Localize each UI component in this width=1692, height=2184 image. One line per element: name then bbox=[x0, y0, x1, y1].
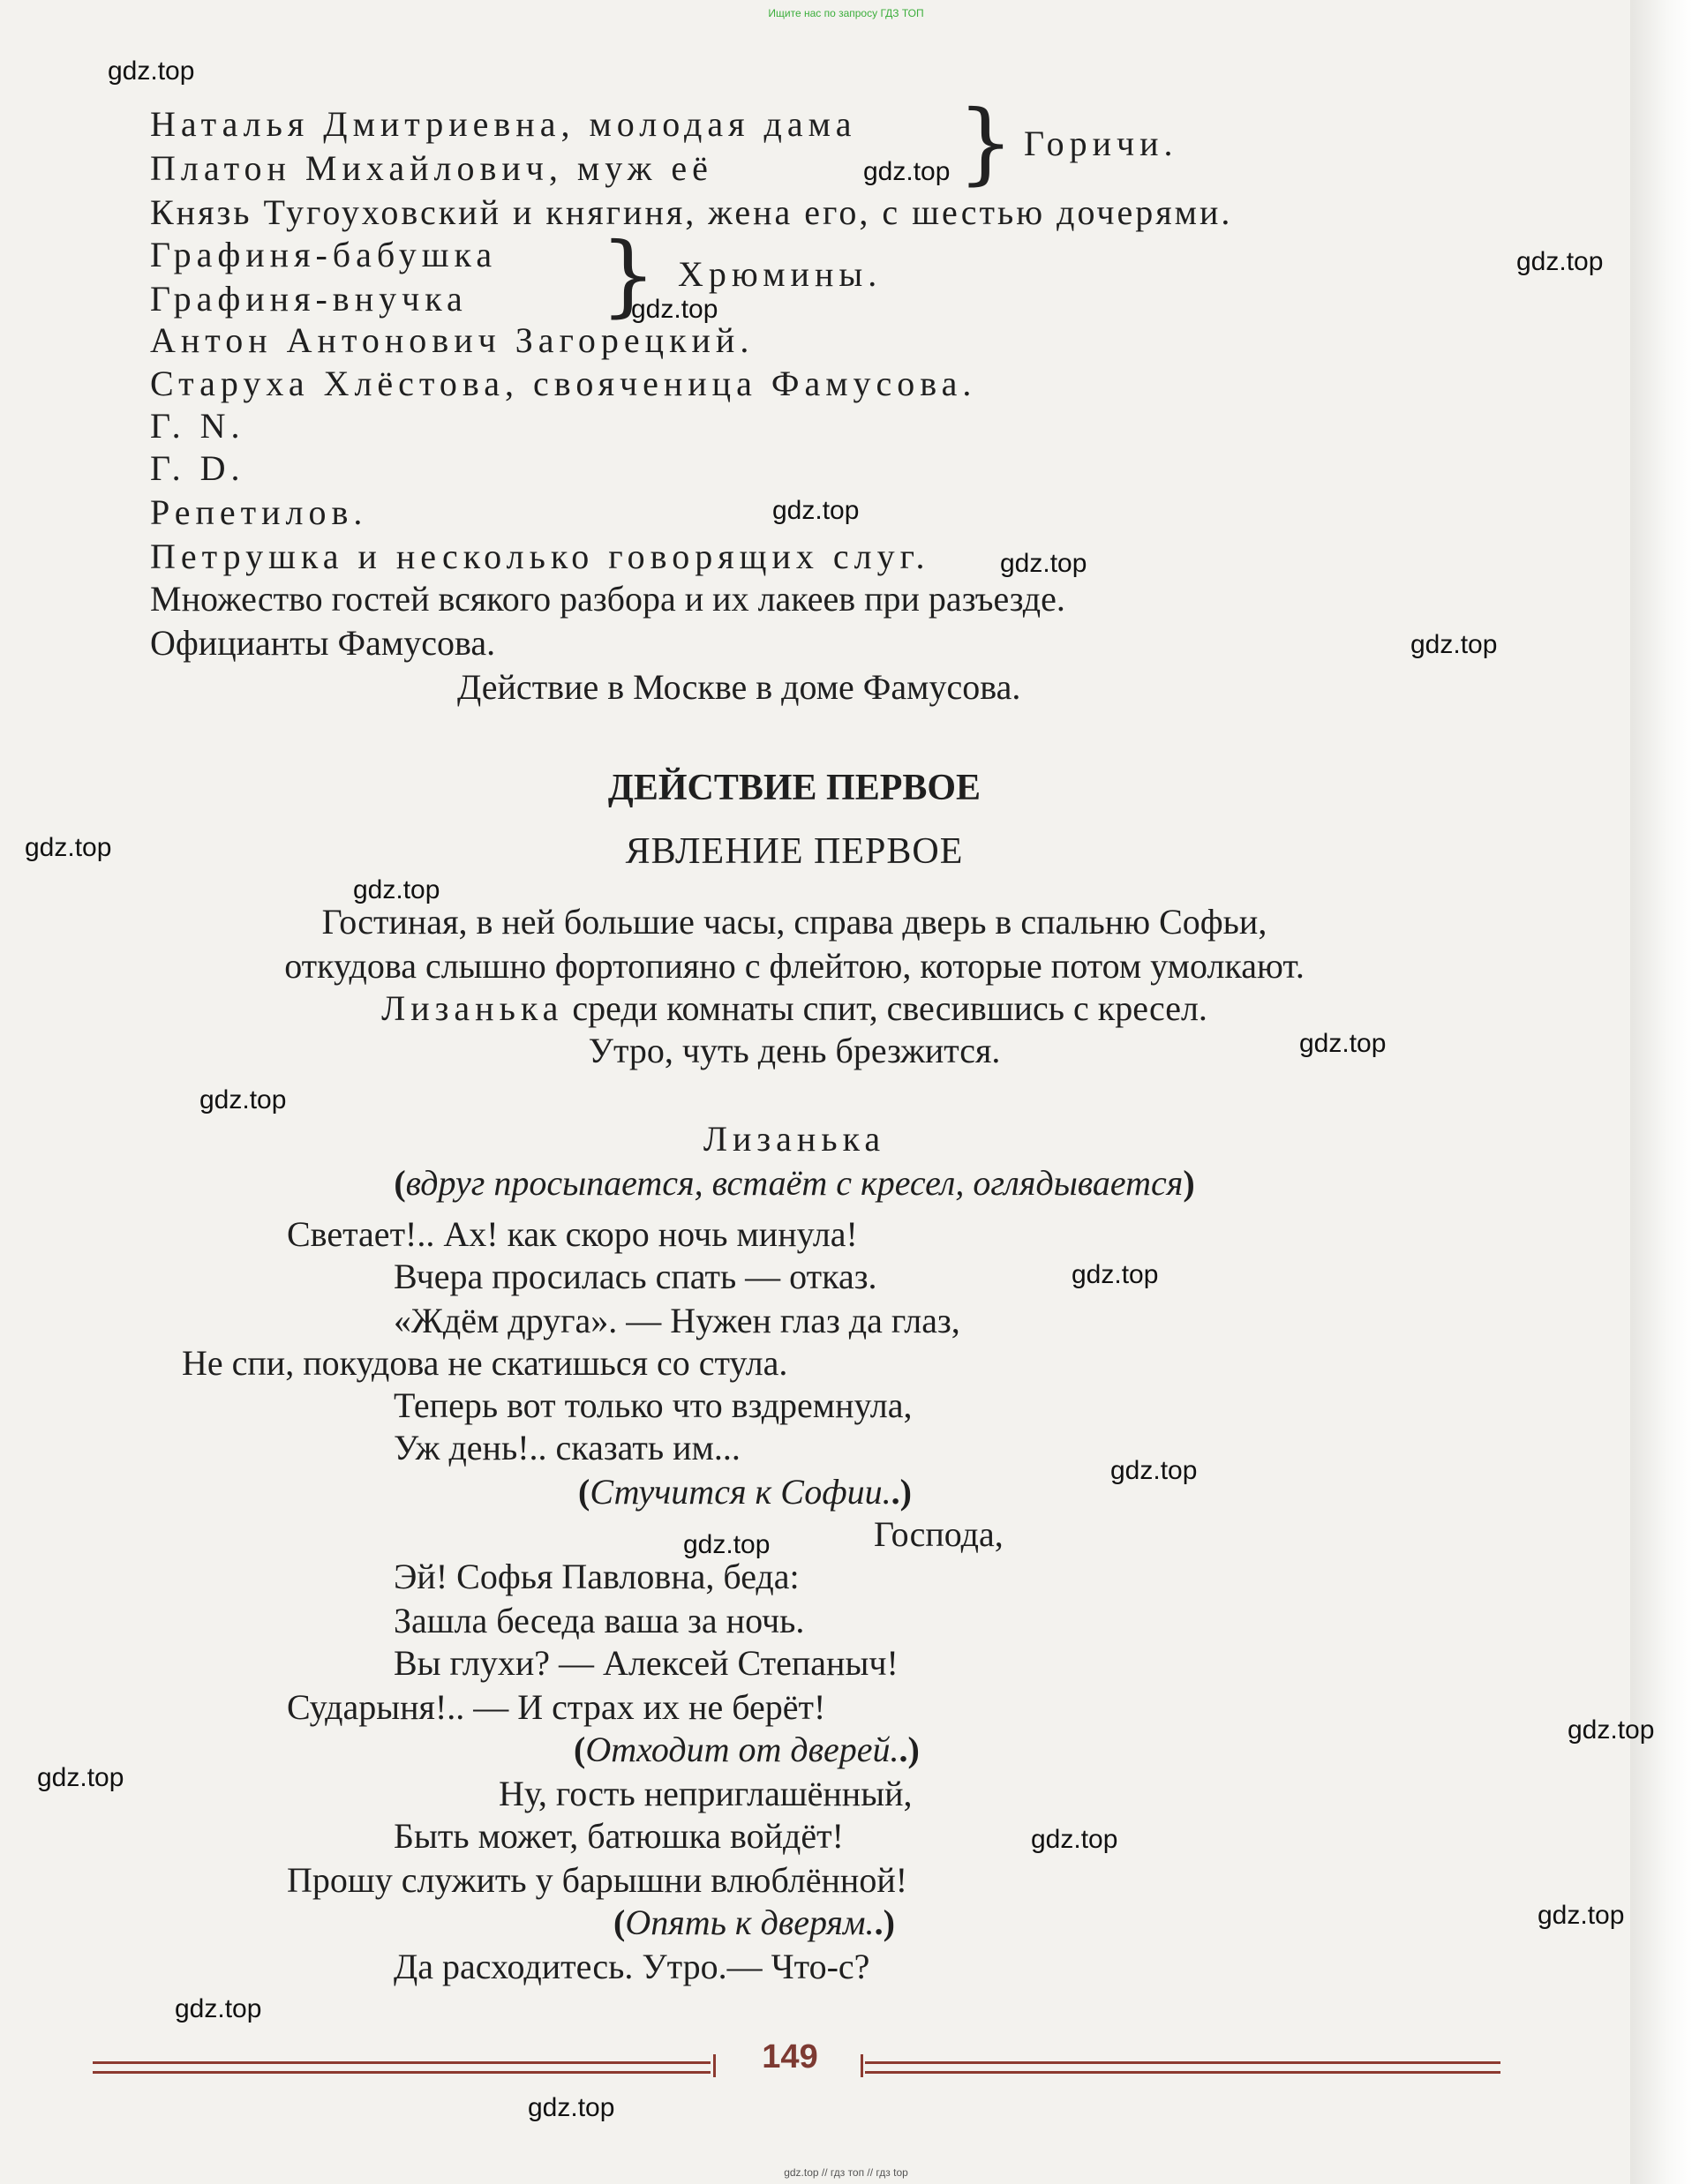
speaker-direction: (вдруг просыпается, встаёт с кресел, оглядывается) bbox=[394, 1163, 1195, 1203]
cast-platon: Платон Михайлович, муж её bbox=[150, 148, 713, 188]
footer-rule-right bbox=[865, 2061, 1500, 2074]
page-number: 149 bbox=[762, 2038, 818, 2075]
cast-grafinya-babushka: Графиня-бабушка bbox=[150, 235, 498, 274]
footer-tick-right bbox=[861, 2054, 863, 2077]
verse-2-line-4: Вы глухи? — Алексей Степаныч! bbox=[394, 1643, 899, 1683]
watermark: gdz.top bbox=[1538, 1901, 1625, 1930]
watermark: gdz.top bbox=[1000, 549, 1087, 578]
stage-direction-line-3 bbox=[0, 988, 1589, 1029]
watermark: gdz.top bbox=[631, 295, 718, 324]
setting-line: Действие в Москве в доме Фамусова. bbox=[457, 667, 1021, 707]
verse-line-3: «Ждём друга». — Нужен глаз да глаз, bbox=[394, 1301, 960, 1340]
watermark: gdz.top bbox=[175, 1994, 262, 2023]
direction-3-text: Опять к дверям. bbox=[625, 1903, 875, 1942]
verse-3-line-2: Быть может, батюшка войдёт! bbox=[394, 1816, 844, 1856]
verse-4-line: Да расходитесь. Утро.— Что-с? bbox=[394, 1947, 870, 1986]
watermark: gdz.top bbox=[528, 2093, 615, 2122]
cast-zagoretsky: Антон Антонович Загорецкий. bbox=[150, 320, 755, 360]
watermark: gdz.top bbox=[25, 833, 112, 862]
watermark: gdz.top bbox=[863, 157, 951, 186]
stage-direction-character: Лизанька bbox=[381, 988, 564, 1028]
direction-1-text: Стучится к Софии. bbox=[590, 1472, 891, 1512]
watermark: gdz.top bbox=[108, 56, 195, 86]
verse-2-line-3: Зашла беседа ваша за ночь. bbox=[394, 1601, 805, 1640]
verse-3-line-1: Ну, гость неприглашённый, bbox=[499, 1774, 913, 1813]
top-banner: Ищите нас по запросу ГДЗ ТОП bbox=[768, 7, 924, 19]
cast-tugoukhovsky: Князь Тугоуховский и княгиня, жена его, с шестью дочерями. bbox=[150, 192, 1233, 232]
brace-gorichi: } bbox=[958, 91, 1014, 194]
direction-1: (Стучится к Софии..) bbox=[578, 1472, 912, 1512]
cast-natalya: Наталья Дмитриевна, молодая дама bbox=[150, 104, 857, 144]
speaker-direction-text: вдруг просыпается, встаёт с кресел, оглядывается bbox=[405, 1163, 1184, 1203]
watermark: gdz.top bbox=[353, 875, 440, 904]
footer-rule-left bbox=[93, 2061, 711, 2074]
watermark: gdz.top bbox=[1516, 247, 1604, 276]
cast-repetilov: Репетилов. bbox=[150, 492, 368, 532]
verse-2-line-2: Эй! Софья Павловна, беда: bbox=[394, 1557, 800, 1596]
stage-direction-line-2: откудова слышно фортопияно с флейтою, которые потом умолкают. bbox=[284, 946, 1305, 986]
verse-line-4: Не спи, покудова не скатишься со стула. bbox=[182, 1343, 788, 1383]
bottom-banner: gdz.top // гдз топ // гдз top bbox=[784, 2166, 908, 2179]
watermark: gdz.top bbox=[1072, 1260, 1159, 1289]
watermark: gdz.top bbox=[1110, 1456, 1198, 1485]
watermark: gdz.top bbox=[1299, 1029, 1387, 1058]
brace-khryuminy: } bbox=[600, 223, 657, 326]
verse-line-5: Теперь вот только что вздремнула, bbox=[394, 1385, 913, 1425]
verse-line-2: Вчера просилась спать — отказ. bbox=[394, 1257, 877, 1296]
watermark: gdz.top bbox=[1031, 1825, 1118, 1854]
footer-tick-left bbox=[713, 2054, 716, 2077]
verse-line-6: Уж день!.. сказать им... bbox=[394, 1428, 741, 1467]
direction-2-text: Отходит от дверей. bbox=[585, 1730, 899, 1769]
direction-3: (Опять к дверям..) bbox=[613, 1903, 895, 1942]
verse-2-line-5: Сударыня!.. — И страх их не берёт! bbox=[287, 1687, 826, 1727]
cast-gn: Г. N. bbox=[150, 406, 245, 446]
stage-direction-line-1: Гостиная, в ней большие часы, справа дверь в спальню Софьи, bbox=[321, 902, 1267, 942]
page-edge bbox=[1630, 0, 1692, 2184]
cast-ofitsianty: Официанты Фамусова. bbox=[150, 623, 496, 663]
scene-title: ЯВЛЕНИЕ ПЕРВОЕ bbox=[625, 831, 964, 872]
cast-gd: Г. D. bbox=[150, 448, 245, 488]
verse-2-line-1: Господа, bbox=[874, 1514, 1004, 1554]
stage-direction-line-4: Утро, чуть день брезжится. bbox=[588, 1031, 1001, 1070]
cast-gorichi: Горичи. bbox=[1024, 124, 1178, 163]
cast-petrushka: Петрушка и несколько говорящих слуг. bbox=[150, 537, 930, 576]
cast-grafinya-vnuchka: Графиня-внучка bbox=[150, 279, 468, 319]
act-title: ДЕЙСТВИЕ ПЕРВОЕ bbox=[607, 768, 981, 808]
watermark: gdz.top bbox=[772, 496, 860, 525]
cast-guests: Множество гостей всякого разбора и их лакеев при разъезде. bbox=[150, 579, 1065, 619]
watermark: gdz.top bbox=[1410, 630, 1498, 659]
watermark: gdz.top bbox=[683, 1530, 771, 1559]
watermark: gdz.top bbox=[199, 1085, 287, 1115]
watermark: gdz.top bbox=[37, 1763, 124, 1792]
direction-2: (Отходит от дверей..) bbox=[574, 1730, 920, 1769]
stage-direction-line-3-text: среди комнаты спит, свесившись с кресел. bbox=[563, 988, 1207, 1028]
verse-3-line-3: Прошу служить у барышни влюблённой! bbox=[287, 1860, 908, 1900]
speaker-name: Лизанька bbox=[703, 1119, 886, 1159]
watermark: gdz.top bbox=[1568, 1715, 1655, 1745]
cast-khryuminy: Хрюмины. bbox=[678, 254, 883, 294]
cast-khlestova: Старуха Хлёстова, свояченица Фамусова. bbox=[150, 364, 977, 403]
verse-line-1: Светает!.. Ах! как скоро ночь минула! bbox=[287, 1214, 858, 1254]
